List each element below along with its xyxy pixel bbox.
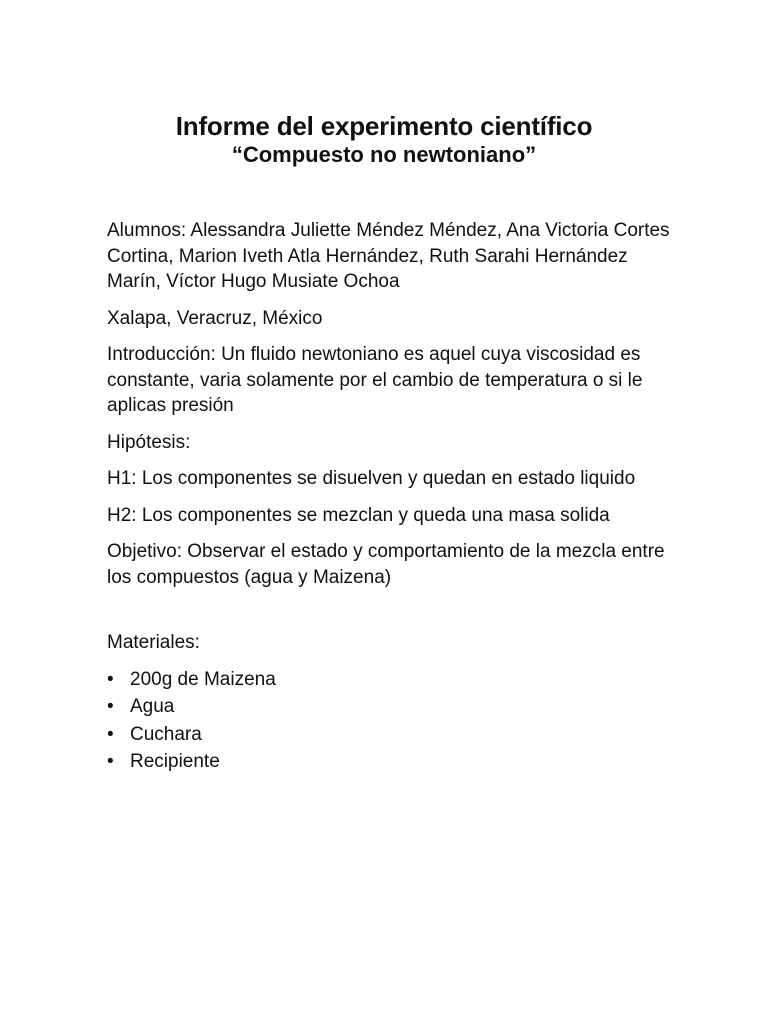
hypothesis-2: H2: Los componentes se mezclan y queda una masa solida <box>107 504 610 526</box>
material-item: Recipiente <box>130 751 220 772</box>
introduction-paragraph: Introducción: Un fluido newtoniano es aquel cuya viscosidad es constante, varia solamente por el cambio de temperatura o si le aplicas presión <box>107 344 643 416</box>
material-item: Agua <box>130 696 175 717</box>
hypothesis-1: H1: Los componentes se disuelven y quedan en estado liquido <box>107 468 636 489</box>
materials-heading: Materiales: <box>107 632 200 653</box>
document-subtitle: “Compuesto no newtoniano” <box>231 142 537 167</box>
list-item <box>107 667 682 695</box>
material-item: Cuchara <box>130 723 202 745</box>
bullet-icon: • <box>107 696 114 717</box>
document-body <box>107 218 682 777</box>
material-item: 200g de Maizena <box>130 668 276 690</box>
students-paragraph: Alumnos: Alessandra Juliette Méndez Méndez, Ana Victoria Cortes Cortina, Marion Iveth Atla Hernández, Ruth Sarahi Hernández Marín, Víctor Hugo Musiate Ochoa <box>107 220 670 292</box>
location-paragraph: Xalapa, Veracruz, México <box>107 307 323 329</box>
document-title: Informe del experimento científico <box>175 111 593 142</box>
list-item <box>107 694 682 722</box>
bullet-icon: • <box>107 668 114 690</box>
hypothesis-heading: Hipótesis: <box>107 431 191 453</box>
objective-paragraph: Objetivo: Observar el estado y comportamiento de la mezcla entre los compuestos (agua y Maizena) <box>107 541 665 588</box>
bullet-icon: • <box>107 723 114 745</box>
list-item <box>107 749 682 777</box>
bullet-icon: • <box>107 751 114 772</box>
list-item <box>107 722 682 750</box>
materials-list <box>107 667 682 777</box>
